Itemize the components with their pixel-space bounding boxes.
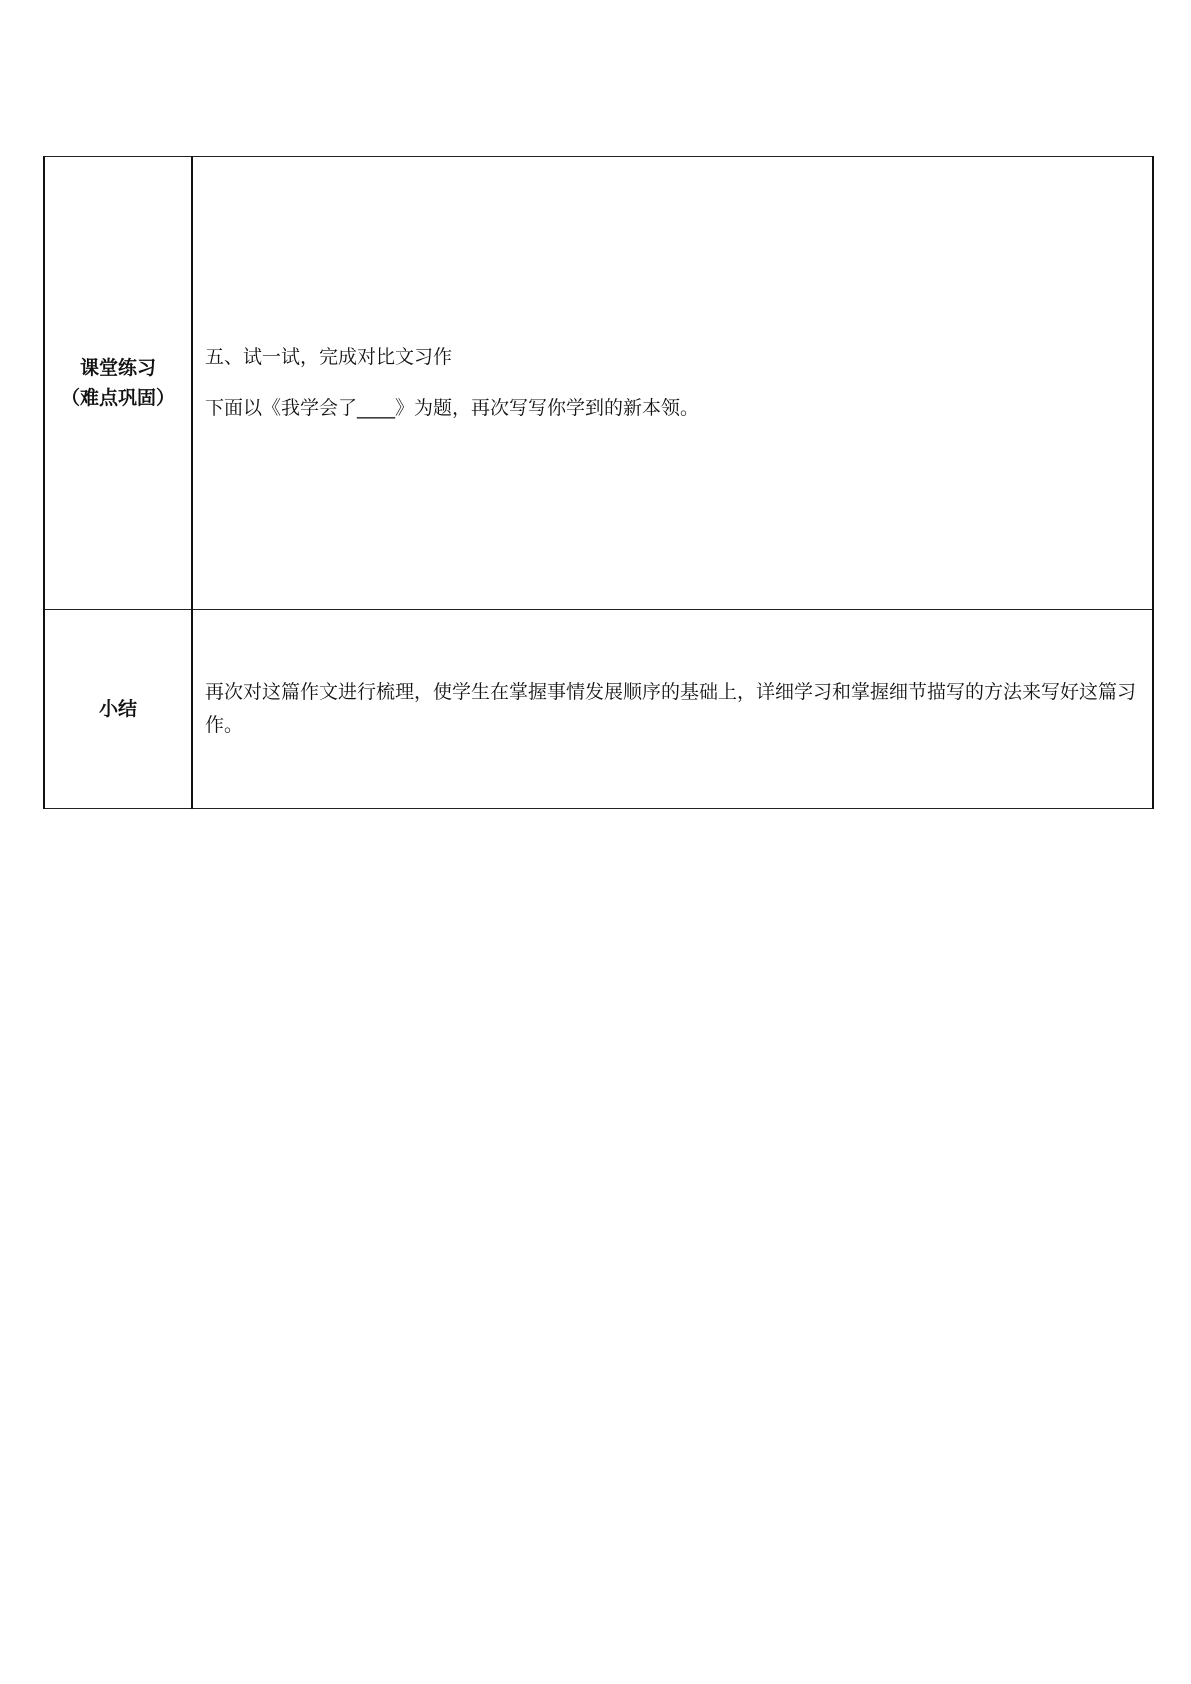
practice-label: 课堂练习: [79, 357, 156, 379]
practice-heading: 五、试一试，完成对比文习作: [205, 346, 453, 368]
lesson-plan-table: [43, 156, 1154, 809]
summary-label: 小结: [98, 698, 137, 720]
practice-content-cell: [192, 157, 1153, 610]
practice-prompt: 下面以《我学会了____》为题，再次写写你学到的新本领。: [205, 397, 700, 419]
practice-row: [44, 157, 1153, 610]
practice-label-cell: [44, 157, 192, 610]
practice-sublabel: （难点巩固）: [60, 387, 175, 409]
summary-label-cell: [44, 610, 192, 809]
summary-text: 再次对这篇作文进行梳理，使学生在掌握事情发展顺序的基础上，详细学习和掌握细节描写的方法来写好这篇习作。: [205, 681, 1137, 736]
summary-row: [44, 610, 1153, 809]
summary-content-cell: [192, 610, 1153, 809]
